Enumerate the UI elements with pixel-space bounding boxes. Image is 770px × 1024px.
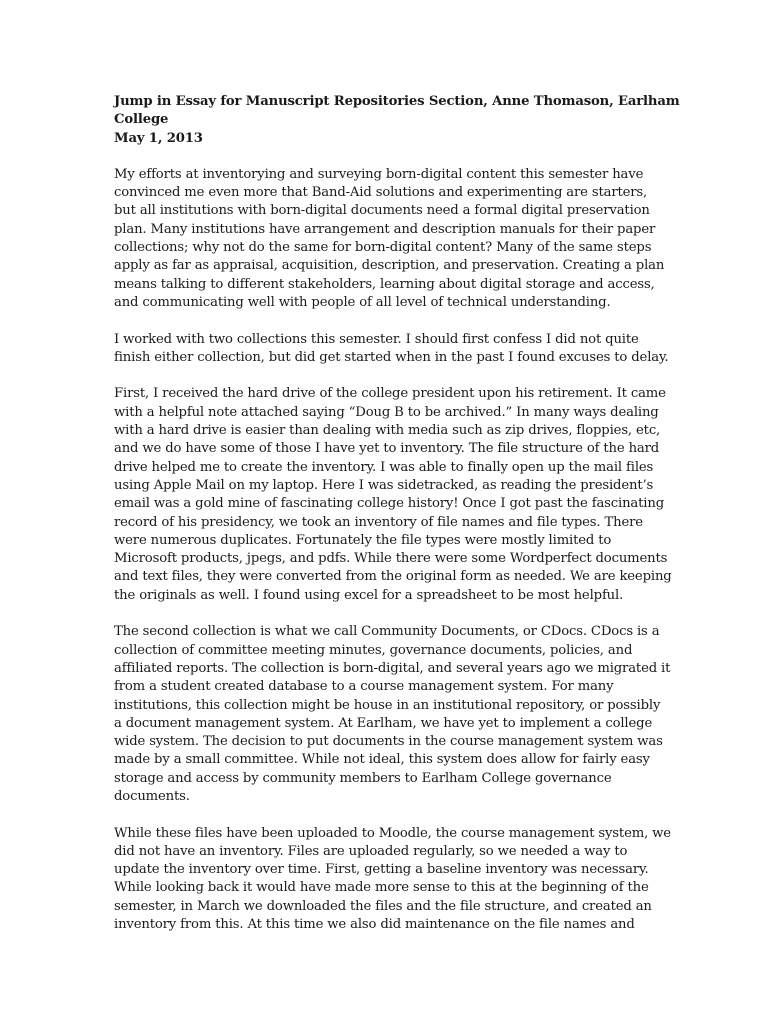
text-line: but all institutions with born-digital documents need a formal digital preservation xyxy=(114,203,650,219)
text-line: record of his presidency, we took an inventory of file names and file types. There xyxy=(114,514,643,530)
text-line: Microsoft products, jpegs, and pdfs. While there were some Wordperfect documents xyxy=(114,551,668,567)
title-line: College xyxy=(114,112,169,128)
text-line: with a hard drive is easier than dealing with media such as zip drives, floppies, etc, xyxy=(114,423,661,439)
paragraph-2 xyxy=(114,331,674,368)
document-date: May 1, 2013 xyxy=(114,130,203,146)
text-line: and we do have some of those I have yet to inventory. The file structure of the hard xyxy=(114,441,660,457)
text-line: a document management system. At Earlham, we have yet to implement a college xyxy=(114,715,653,731)
text-line: My efforts at inventorying and surveying born-digital content this semester have xyxy=(114,166,644,182)
text-line: plan. Many institutions have arrangement and description manuals for their paper xyxy=(114,221,656,237)
text-line: update the inventory over time. First, getting a baseline inventory was necessary. xyxy=(114,862,649,878)
title-line: Jump in Essay for Manuscript Repositories Section, Anne Thomason, Earlham xyxy=(114,94,680,109)
text-line: using Apple Mail on my laptop. Here I was sidetracked, as reading the president’s xyxy=(114,477,654,493)
text-line: semester, in March we downloaded the files and the file structure, and created an xyxy=(114,898,652,914)
text-line: collections; why not do the same for born-digital content? Many of the same steps xyxy=(114,240,652,256)
text-line: affiliated reports. The collection is born-digital, and several years ago we migrated it xyxy=(114,660,671,676)
document-title xyxy=(114,93,680,130)
text-line: and communicating well with people of all level of technical understanding. xyxy=(114,294,611,310)
text-line: finish either collection, but did get started when in the past I found excuses to delay. xyxy=(114,349,669,365)
paragraph-5 xyxy=(114,825,674,935)
text-line: the originals as well. I found using excel for a spreadsheet to be most helpful. xyxy=(114,587,624,603)
text-line: While looking back it would have made more sense to this at the beginning of the xyxy=(114,880,649,896)
text-line: The second collection is what we call Community Documents, or CDocs. CDocs is a xyxy=(114,624,660,640)
text-line: made by a small committee. While not ideal, this system does allow for fairly easy xyxy=(114,752,650,768)
text-line: wide system. The decision to put documents in the course management system was xyxy=(114,734,663,750)
text-line: collection of committee meeting minutes, governance documents, policies, and xyxy=(114,642,633,658)
text-line: storage and access by community members to Earlham College governance xyxy=(114,770,612,786)
text-line: email was a gold mine of fascinating college history! Once I got past the fascinating xyxy=(114,496,664,512)
text-line: did not have an inventory. Files are uploaded regularly, so we needed a way to xyxy=(114,843,628,859)
text-line: and text files, they were converted from the original form as needed. We are keeping xyxy=(114,569,672,585)
text-line: means talking to different stakeholders, learning about digital storage and access, xyxy=(114,276,655,292)
text-line: documents. xyxy=(114,788,190,804)
text-line: inventory from this. At this time we also did maintenance on the file names and xyxy=(114,917,635,933)
text-line: were numerous duplicates. Fortunately the file types were mostly limited to xyxy=(114,532,612,548)
paragraph-3 xyxy=(114,385,674,605)
text-line: While these files have been uploaded to Moodle, the course management system, we xyxy=(114,825,671,841)
paragraph-1 xyxy=(114,166,674,312)
text-line: from a student created database to a course management system. For many xyxy=(114,679,614,695)
paragraph-4 xyxy=(114,623,674,806)
text-line: drive helped me to create the inventory. I was able to finally open up the mail files xyxy=(114,459,654,475)
text-line: convinced me even more that Band-Aid solutions and experimenting are starters, xyxy=(114,185,648,201)
document-body xyxy=(114,93,680,953)
text-line: I worked with two collections this semester. I should first confess I did not quite xyxy=(114,331,639,347)
text-line: institutions, this collection might be house in an institutional repository, or possibly xyxy=(114,697,661,713)
text-line: apply as far as appraisal, acquisition, description, and preservation. Creating a plan xyxy=(114,258,665,274)
text-line: with a helpful note attached saying “Doug B to be archived.” In many ways dealing xyxy=(114,404,659,420)
text-line: First, I received the hard drive of the college president upon his retirement. It came xyxy=(114,386,666,402)
